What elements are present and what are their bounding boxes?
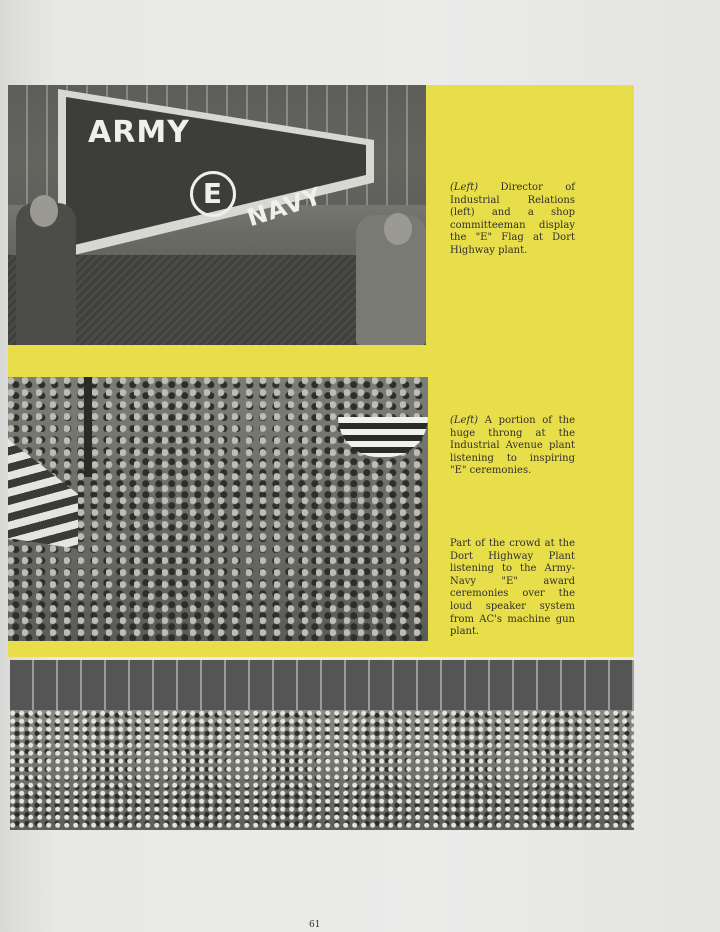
- plant-building: [10, 660, 634, 710]
- throng-photo: [8, 377, 428, 641]
- crowd-caption: Part of the crowd at the Dort Highway Plant listening to the Army-Navy "E" award ceremonies over the loud speaker system from AC's machine gun plant.: [450, 538, 575, 638]
- throng-caption: [450, 415, 575, 478]
- throng-caption-body: A portion of the huge throng at the Industrial Avenue plant listening to inspiring "E" ceremonies.: [450, 415, 575, 477]
- throng-caption-lead: (Left): [450, 415, 479, 426]
- crowd: [10, 710, 634, 830]
- committeeman-head: [384, 213, 412, 245]
- pennant-word-navy: NAVY: [243, 181, 326, 233]
- director-head: [30, 195, 58, 227]
- flag-pole: [84, 377, 92, 477]
- flag-caption-lead: (Left): [450, 182, 479, 193]
- dort-highway-crowd-photo: [10, 660, 634, 830]
- pennant-e-emblem: E: [190, 171, 236, 217]
- page-number: 61: [309, 920, 321, 930]
- american-flag: [8, 439, 78, 549]
- flag-caption: [450, 182, 575, 258]
- flag-caption-body: Director of Industrial Relations (left) and a shop committeeman display the "E" Flag at Dort Highway plant.: [450, 182, 575, 256]
- flag-photo: [8, 85, 426, 345]
- bunting-decoration: [338, 417, 428, 457]
- pennant-word-army: ARMY: [88, 115, 190, 150]
